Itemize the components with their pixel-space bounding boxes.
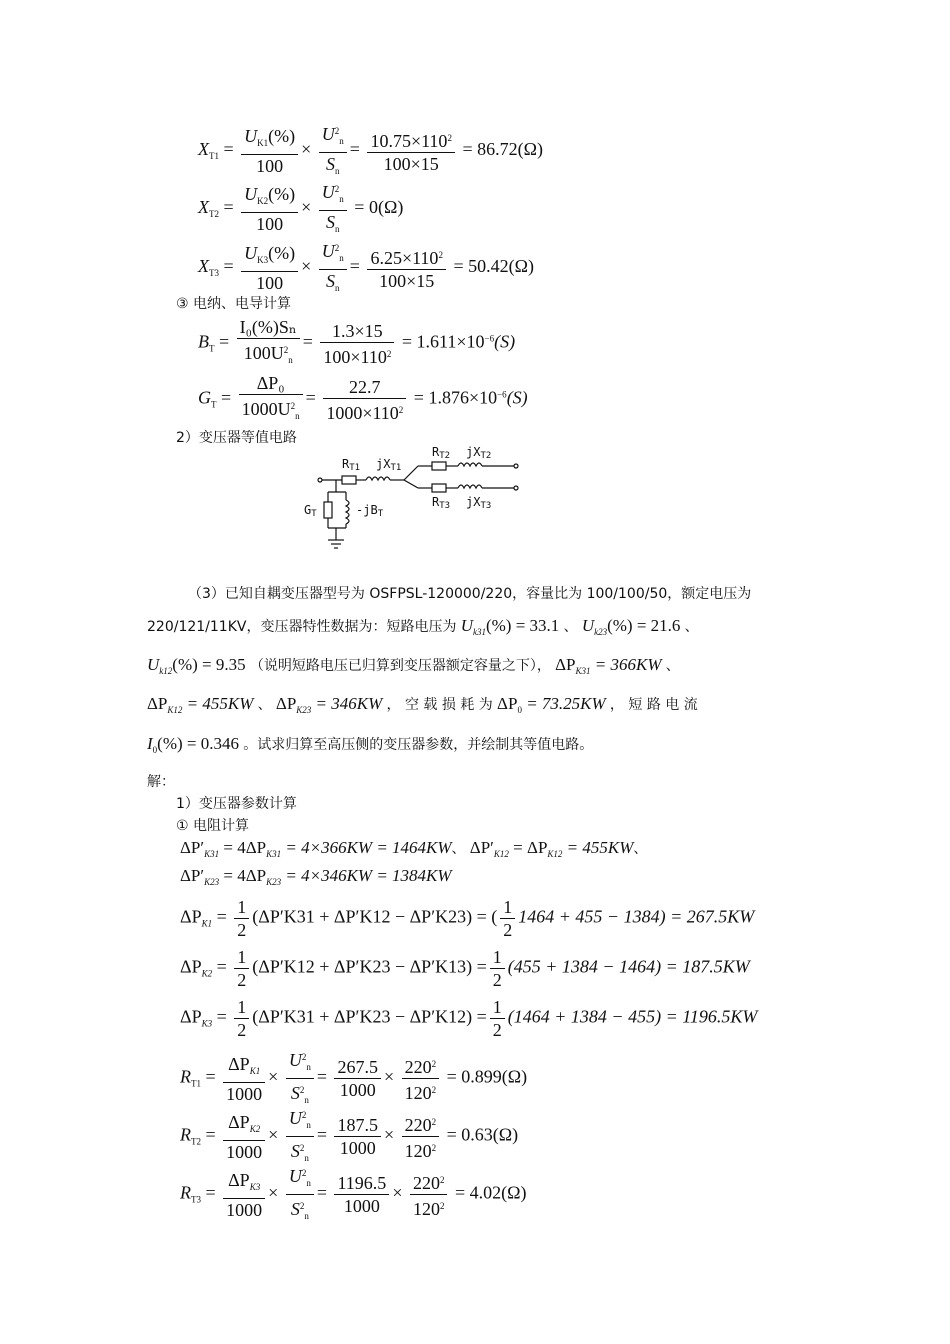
equation-pk23: $\Delta P'_{K23} = 4\Delta P_{K23} = 4\times 346KW = 1384KW$ bbox=[180, 866, 452, 887]
equivalent-circuit-diagram bbox=[300, 440, 540, 560]
solution-label: 解： bbox=[147, 774, 175, 790]
bt-equation: $B_T$ = $\frac{\text{I₀(\%)Sₙ}}{100U^2_n}$ = $\frac{1.3\times 15}{100\times 110^2}$ = $1.611\times 10^{-6}(S)$ bbox=[198, 317, 516, 367]
problem-line-1: （3）已知自耦变压器型号为 OSFPSL-120000/220，容量比为 100/100/50，额定电压为 bbox=[188, 586, 752, 602]
rt3-equation: $R_{T3}$ = $\frac{\Delta P_{K3}}{1000}$ × $\frac{U^2_n}{S^2_n}$ = $\frac{1196.5}{1000}$ × $\frac{220^2}{120^2}$ = 4.02(Ω) bbox=[180, 1162, 527, 1227]
solution-step-1: 1）变压器参数计算 bbox=[176, 796, 297, 812]
jxt2-inductor bbox=[458, 463, 482, 466]
label-gt: GT bbox=[304, 503, 317, 519]
input-terminal bbox=[318, 478, 322, 482]
pk3-equation: $\Delta P_{K3}$ = $\frac{1}{2}$ (ΔP′K31 + ΔP′K23 − ΔP′K12) = $\frac{1}{2}$ (1464 + 1384 − 455) = 1196.5KW bbox=[180, 997, 758, 1040]
rt1-equation: $R_{T1}$ = $\frac{\Delta P_{K1}}{1000}$ × $\frac{U^2_n}{S^2_n}$ = $\frac{267.5}{1000}$ × $\frac{220^2}{120^2}$ = 0.899(Ω) bbox=[180, 1046, 527, 1111]
pk2-equation: $\Delta P_{K2}$ = $\frac{1}{2}$ (ΔP′K12 + ΔP′K23 − ΔP′K13) = $\frac{1}{2}$ (455 + 1384 − 1464) = 187.5KW bbox=[180, 947, 750, 990]
rt2-equation: $R_{T2}$ = $\frac{\Delta P_{K2}}{1000}$ × $\frac{U^2_n}{S^2_n}$ = $\frac{187.5}{1000}$ × $\frac{220^2}{120^2}$ = 0.63(Ω) bbox=[180, 1104, 518, 1169]
label-jxt1: jXT1 bbox=[376, 457, 402, 473]
label-jxt2: jXT2 bbox=[466, 445, 492, 461]
gt-equation: $G_T$ = $\frac{\text{ΔP₀}}{1000U^2_n}$ = $\frac{22.7}{1000\times 110^2}$ = $1.876\times 10^{-6}(S)$ bbox=[198, 373, 528, 423]
rt1-resistor bbox=[342, 476, 356, 484]
jxt1-inductor bbox=[366, 477, 390, 480]
jxt3-inductor bbox=[458, 485, 482, 488]
xt3-equation: $X_{T3}$ = $\frac{U_{K3}(\%)}{100}$ × $\frac{U^2_n}{S_n}$ = $\frac{6.25\times 110^2}{100\times 15}$ = 50.42(Ω) bbox=[198, 237, 534, 299]
label-jxt3: jXT3 bbox=[466, 495, 492, 511]
heading-equivalent-circuit: 2）变压器等值电路 bbox=[176, 430, 297, 446]
output-terminal-2 bbox=[514, 464, 518, 468]
label-rt2: RT2 bbox=[432, 445, 451, 461]
label-bt: -jBT bbox=[356, 503, 384, 519]
label-rt1: RT1 bbox=[342, 457, 361, 473]
output-terminal-3 bbox=[514, 486, 518, 490]
rt2-resistor bbox=[432, 462, 446, 470]
solution-step-1a: ① 电阻计算 bbox=[176, 818, 250, 834]
pk1-equation: $\Delta P_{K1}$ = $\frac{1}{2}$ (ΔP′K31 + ΔP′K12 − ΔP′K23) = ( $\frac{1}{2}$ 1464 + 455 − 1384) = 267.5KW bbox=[180, 897, 755, 940]
rt3-resistor bbox=[432, 484, 446, 492]
gt-conductance bbox=[324, 502, 332, 518]
problem-line-5: $I_0(\%) = 0.346$ 。试求归算至高压侧的变压器参数，并绘制其等值电路。 bbox=[147, 734, 594, 755]
problem-line-2: 220/121/11KV，变压器特性数据为：短路电压为 $U_{k31}(\%) = 33.1$ 、 $U_{k23}(\%) = 21.6$ 、 bbox=[147, 616, 699, 637]
problem-line-4: $\Delta P_{K12} = 455KW$ 、 $\Delta P_{K23} = 346KW$ ， 空 载 损 耗 为 $\Delta P_0 = 73.25KW$ ， 短 路 电 流 bbox=[147, 694, 698, 715]
label-rt3: RT3 bbox=[432, 495, 451, 511]
xt2-equation: $X_{T2}$ = $\frac{U_{K2}(\%)}{100}$ × $\frac{U^2_n}{S_n}$ = 0(Ω) bbox=[198, 178, 403, 240]
problem-line-3: $U_{k12}(\%) = 9.35$ （说明短路电压已归算到变压器额定容量之下）， $\Delta P_{K31} = 366KW$ 、 bbox=[147, 655, 680, 676]
heading-susceptance: ③ 电纳、电导计算 bbox=[176, 296, 292, 312]
bt-susceptance bbox=[346, 500, 349, 524]
equation-pk31-pk12: $\Delta P'_{K31} = 4\Delta P_{K31} = 4\times 366KW = 1464KW$、 $\Delta P'_{K12} = \Delta P_{K12} = 455KW$、 bbox=[180, 838, 648, 859]
xt1-equation: $X_{T1}$ = $\frac{U_{K1}(\%)}{100}$ × $\frac{U^2_n}{S_n}$ = $\frac{10.75\times 110^2}{100\times 15}$ = 86.72(Ω) bbox=[198, 120, 543, 182]
